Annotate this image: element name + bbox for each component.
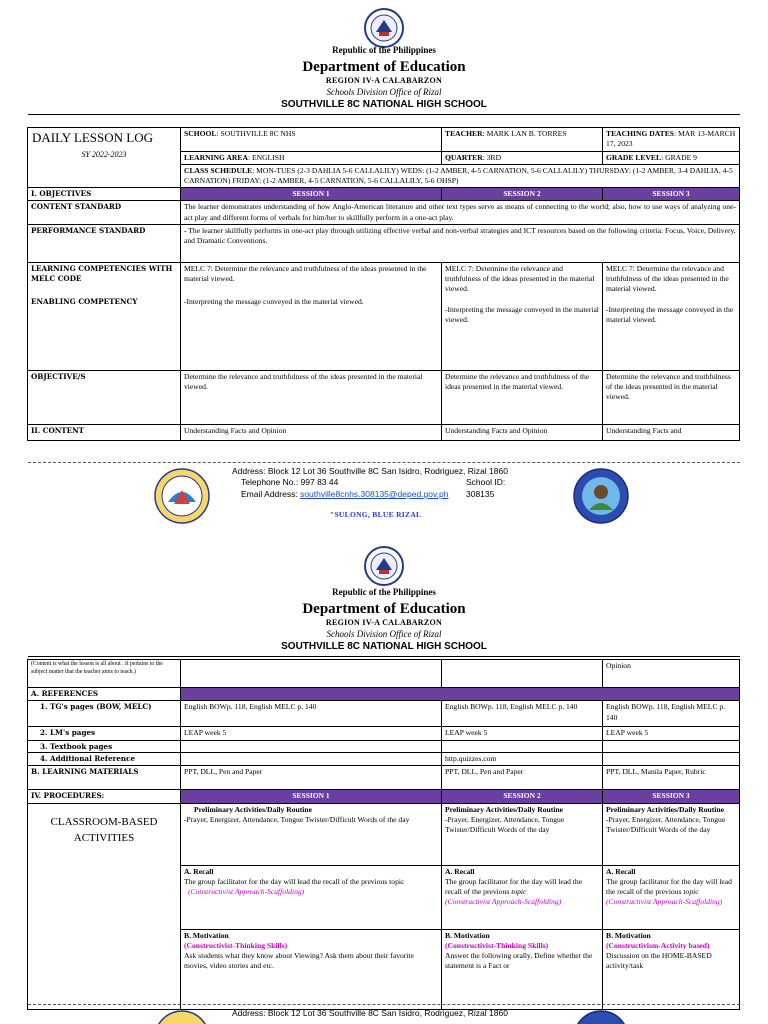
region-text: REGION IV-A CALABARZON [325, 618, 443, 627]
competencies-s3: MELC 7: Determine the relevance and truthfulness of the ideas presented in the material viewed. -Interpreting the message conveyed in the material viewed. [603, 262, 740, 370]
motivation-s3: B. Motivation (Constructivism-Activity based) Discussion on the HOME-BASED activity/task [603, 929, 740, 1009]
grade-cell: GRADE LEVEL: GRADE 9 [603, 151, 740, 164]
motivation-s2: B. Motivation (Constructivist-Thinking Skills) Answer the following orally, Define whether the statement is a Fact or [442, 929, 603, 1009]
school-logo-icon [573, 468, 629, 524]
content-note: (Content is what the lesson is all about . It pertains to the subject matter that the teacher aims to teach.) [28, 660, 181, 688]
recall-s1: A. Recall The group facilitator for the day will lead the recall of the previous topic (Constructivist Approach-Scaffolding) [181, 865, 442, 929]
dll-table-1 [27, 127, 740, 441]
dll-title: DAILY LESSON LOG [32, 130, 153, 145]
prelim-s1: Preliminary Activities/Daily Routine -Prayer, Energizer, Attendance, Tongue Twister/Difficult Words of the day [181, 803, 442, 865]
recall-s2: A. Recall The group facilitator for the day will lead the recall of the previous topic (Constructivist Approach-Scaffolding) [442, 865, 603, 929]
footer-divider [28, 1004, 740, 1005]
tg-s3: English BOWp. 118, English MELC p. 140 [603, 701, 740, 727]
header-divider [28, 656, 740, 657]
references-label: A. REFERENCES [28, 688, 181, 701]
deped-seal-icon [364, 8, 404, 48]
content-label: II. CONTENT [28, 424, 181, 440]
lm-label: 2. LM's pages [28, 727, 181, 740]
materials-s2: PPT, DLL, Pen and Paper [442, 766, 603, 790]
session-1-header: SESSION 1 [181, 188, 442, 201]
session-1-header: SESSION 1 [181, 790, 442, 803]
competencies-label-cell [28, 262, 181, 370]
ec-label: ENABLING COMPETENCY [31, 297, 138, 307]
rizal-division-logo-icon [154, 1010, 210, 1024]
prelim-s2: Preliminary Activities/Daily Routine -Prayer, Energizer, Attendance, Tongue Twister/Difficult Words of the day [442, 803, 603, 865]
session-3-header: SESSION 3 [603, 790, 740, 803]
content-standard-label: CONTENT STANDARD [28, 201, 181, 225]
footer-divider [28, 462, 740, 463]
performance-standard-text: - The learner skillfully performs in one-act play through utilizing effective verbal and non-verbal strategies and ICT resources based on the following criteria: Focus, Voice, Delivery, and Dramatic Conventions. [181, 224, 740, 262]
school-name: SOUTHVILLE 8C NATIONAL HIGH SCHOOL [281, 99, 487, 110]
area-cell: LEARNING AREA: ENGLISH [181, 151, 442, 164]
teacher-cell: TEACHER: MARK LAN B. TORRES [442, 128, 603, 152]
lc-label: LEARNING COMPETENCIES WITH MELC CODE [31, 263, 173, 283]
division-text: Schools Division Office of Rizal [326, 629, 442, 639]
lm-s1: LEAP week 5 [181, 727, 442, 740]
school-name: SOUTHVILLE 8C NATIONAL HIGH SCHOOL [281, 641, 487, 652]
opinion-s3: Opinion [603, 660, 740, 688]
materials-s3: PPT, DLL, Manila Paper, Rubric [603, 766, 740, 790]
lm-s3: LEAP week 5 [603, 727, 740, 740]
rizal-division-logo-icon [154, 468, 210, 524]
procedures-label: IV. PROCEDURES: [28, 790, 181, 803]
tg-s2: English BOWp. 118, English MELC p. 140 [442, 701, 603, 727]
content-s2: Understanding Facts and Opinion [442, 424, 603, 440]
content-s1: Understanding Facts and Opinion [181, 424, 442, 440]
textbook-label: 3. Textbook pages [28, 740, 181, 753]
address-block: Address: Block 12 Lot 36 Southville 8C San Isidro, Rodriguez, Rizal 1860 Telephone No.: 997 83 44 School ID: 308135 Email Address: southville8cnhs.308135@deped.gov.ph [232, 466, 508, 499]
session-3-header: SESSION 3 [603, 188, 740, 201]
quarter-cell: QUARTER: 3RD [442, 151, 603, 164]
content-s3: Understanding Facts and [603, 424, 740, 440]
deped-seal-icon [364, 546, 404, 586]
school-cell: SCHOOL: SOUTHVILLE 8C NHS [181, 128, 442, 152]
recall-s3: A. Recall The group facilitator for the day will lead the recall of the previous topic (Constructivist Approach-Scaffolding) [603, 865, 740, 929]
prelim-s3: Preliminary Activities/Daily Routine -Prayer, Energizer, Attendance, Tongue Twister/Difficult Words of the day [603, 803, 740, 865]
republic-text: Republic of the Philippines [332, 587, 436, 597]
materials-label: B. LEARNING MATERIALS [28, 766, 181, 790]
schedule-cell: CLASS SCHEDULE: MON-TUES (2-3 DAHLIA 5-6 CALLALILY) WEDS: (1-2 AMBER, 4-5 CARNATION, 5-6 CALLALILY) THURSDAY: (1-2 AMBER, 3-4 DAHLIA, 4-5 CARNATION) FRIDAY: (1-2 AMBER, 4-5 CARNATION, 5-6 CALLALILY, 5-6 OHSP) [181, 164, 740, 188]
department-text: Department of Education [302, 601, 466, 617]
slogan: "SULONG, BLUE RIZAL [330, 510, 422, 519]
page-2 [0, 540, 768, 1024]
tg-label: 1. TG's pages (BOW, MELC) [28, 701, 181, 727]
dates-cell: TEACHING DATES: MAR 13-MARCH 17, 2023 [603, 128, 740, 152]
objective-s3: Determine the relevance and truthfulness of the ideas presented in the material viewed. [603, 370, 740, 424]
classroom-activities-label: CLASSROOM-BASED ACTIVITIES [28, 803, 181, 1009]
competencies-s2: MELC 7: Determine the relevance and truthfulness of the ideas presented in the material viewed. -Interpreting the message conveyed in the material viewed. [442, 262, 603, 370]
republic-text: Republic of the Philippines [332, 45, 436, 55]
department-text: Department of Education [302, 59, 466, 75]
objective-s2: Determine the relevance and truthfulness of the ideas presented in the material viewed. [442, 370, 603, 424]
additional-ref-label: 4. Additional Reference [28, 753, 181, 766]
performance-standard-label: PERFORMANCE STANDARD [28, 224, 181, 262]
dll-title-cell [28, 128, 181, 188]
content-standard-text: The learner demonstrates understanding of how Anglo-American literature and other text types serve as means of connecting to the world; also, how to use ways of analyzing one-act play and different forms of verbals for him/her to skillfully perform in a one-act play. [181, 201, 740, 225]
materials-s1: PPT, DLL, Pen and Paper [181, 766, 442, 790]
email-link[interactable]: southville8cnhs.308135@deped.gov.ph [300, 488, 449, 499]
dll-table-2 [27, 659, 740, 1010]
lm-s2: LEAP week 5 [442, 727, 603, 740]
additional-ref-s2: http.quizzes.com [442, 753, 603, 766]
session-2-header: SESSION 2 [442, 790, 603, 803]
school-logo-icon [573, 1010, 629, 1024]
session-2-header: SESSION 2 [442, 188, 603, 201]
address-block: Address: Block 12 Lot 36 Southville 8C San Isidro, Rodriguez, Rizal 1860 [232, 1008, 508, 1018]
objectives-label: I. OBJECTIVES [28, 188, 181, 201]
objective-s1: Determine the relevance and truthfulness of the ideas presented in the material viewed. [181, 370, 442, 424]
header-divider [28, 114, 740, 115]
division-text: Schools Division Office of Rizal [326, 87, 442, 97]
objective-label: OBJECTIVE/S [28, 370, 181, 424]
school-year: SY 2022-2023 [81, 150, 127, 160]
competencies-s1: MELC 7: Determine the relevance and truthfulness of the ideas presented in the material viewed. -Interpreting the message conveyed in the material viewed. [181, 262, 442, 370]
region-text: REGION IV-A CALABARZON [325, 76, 443, 85]
motivation-s1: B. Motivation (Constructivist-Thinking Skills) Ask students what they know about Viewing? Ask them about their favorite movies, video stories and etc. [181, 929, 442, 1009]
tg-s1: English BOWp. 118, English MELC p. 140 [181, 701, 442, 727]
